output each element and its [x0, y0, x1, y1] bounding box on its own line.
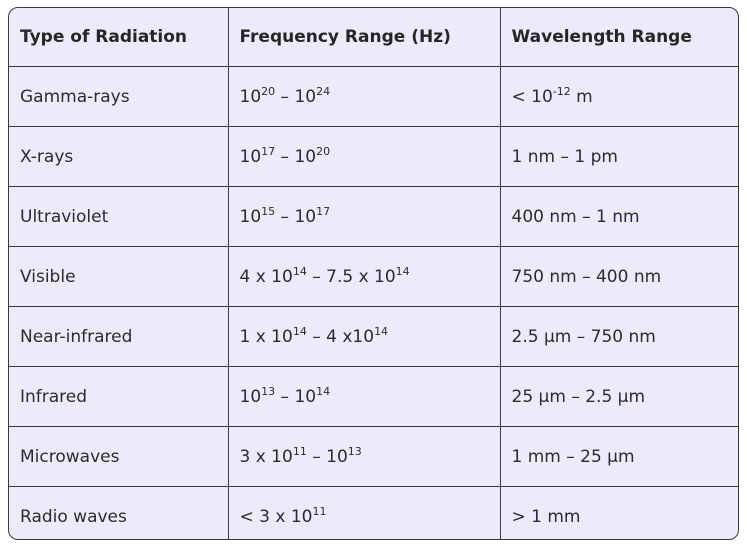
- header-row: [9, 8, 738, 67]
- cell-frequency-range: [228, 67, 500, 127]
- cell-radiation-type: Infrared: [9, 367, 228, 427]
- cell-radiation-type: Microwaves: [9, 427, 228, 487]
- table-row: [9, 427, 738, 487]
- value-text: 1 mm – 25 μm: [511, 446, 635, 467]
- value-text: 10: [239, 86, 262, 107]
- value-text: 4 x 10: [239, 266, 293, 287]
- value-text: 25 μm – 2.5 μm: [511, 386, 646, 407]
- cell-frequency-range: [228, 487, 500, 541]
- cell-wavelength-range: [500, 187, 738, 247]
- table-row: [9, 247, 738, 307]
- cell-radiation-type: Gamma-rays: [9, 67, 228, 127]
- exponent: 14: [292, 264, 307, 278]
- value-text: 2.5 μm – 750 nm: [511, 326, 656, 347]
- value-text: – 10: [275, 386, 317, 407]
- exponent: 17: [261, 144, 276, 158]
- cell-radiation-type: Ultraviolet: [9, 187, 228, 247]
- value-text: m: [570, 86, 593, 107]
- header-type-of-radiation: Type of Radiation: [9, 8, 228, 67]
- cell-frequency-range: [228, 187, 500, 247]
- cell-wavelength-range: [500, 127, 738, 187]
- table-body: [9, 67, 738, 541]
- exponent: 14: [395, 264, 410, 278]
- header-wavelength-range: Wavelength Range: [500, 8, 738, 67]
- value-text: – 10: [275, 146, 317, 167]
- exponent: 14: [292, 324, 307, 338]
- value-text: – 10: [275, 206, 317, 227]
- value-text: 1 nm – 1 pm: [511, 146, 618, 167]
- value-text: 10: [239, 146, 262, 167]
- value-text: – 10: [306, 446, 348, 467]
- cell-frequency-range: [228, 307, 500, 367]
- cell-radiation-type: Near-infrared: [9, 307, 228, 367]
- cell-frequency-range: [228, 127, 500, 187]
- exponent: 20: [316, 144, 331, 158]
- exponent: 11: [292, 444, 307, 458]
- value-text: < 3 x 10: [239, 506, 313, 527]
- exponent: 11: [312, 504, 327, 518]
- radiation-table: [9, 8, 738, 540]
- cell-wavelength-range: [500, 487, 738, 541]
- value-text: – 7.5 x 10: [306, 266, 396, 287]
- exponent: 14: [374, 324, 389, 338]
- value-text: 10: [239, 386, 262, 407]
- header-frequency-range: Frequency Range (Hz): [228, 8, 500, 67]
- exponent: 24: [316, 84, 331, 98]
- radiation-table-container: [8, 7, 739, 540]
- exponent: -12: [552, 84, 571, 98]
- value-text: 10: [239, 206, 262, 227]
- value-text: 400 nm – 1 nm: [511, 206, 640, 227]
- table-row: [9, 127, 738, 187]
- table-row: [9, 67, 738, 127]
- value-text: – 4 x10: [306, 326, 375, 347]
- exponent: 14: [316, 384, 331, 398]
- table-row: [9, 367, 738, 427]
- value-text: 3 x 10: [239, 446, 293, 467]
- cell-frequency-range: [228, 367, 500, 427]
- exponent: 15: [261, 204, 276, 218]
- table-row: [9, 487, 738, 541]
- cell-frequency-range: [228, 247, 500, 307]
- value-text: 750 nm – 400 nm: [511, 266, 662, 287]
- exponent: 17: [316, 204, 331, 218]
- cell-wavelength-range: [500, 247, 738, 307]
- exponent: 13: [347, 444, 362, 458]
- cell-frequency-range: [228, 427, 500, 487]
- cell-wavelength-range: [500, 307, 738, 367]
- value-text: < 10: [511, 86, 553, 107]
- cell-wavelength-range: [500, 67, 738, 127]
- table-row: [9, 187, 738, 247]
- value-text: – 10: [275, 86, 317, 107]
- cell-wavelength-range: [500, 367, 738, 427]
- cell-radiation-type: Radio waves: [9, 487, 228, 541]
- cell-wavelength-range: [500, 427, 738, 487]
- value-text: 1 x 10: [239, 326, 293, 347]
- exponent: 13: [261, 384, 276, 398]
- cell-radiation-type: X-rays: [9, 127, 228, 187]
- cell-radiation-type: Visible: [9, 247, 228, 307]
- exponent: 20: [261, 84, 276, 98]
- table-header: [9, 8, 738, 67]
- value-text: > 1 mm: [511, 506, 581, 527]
- table-row: [9, 307, 738, 367]
